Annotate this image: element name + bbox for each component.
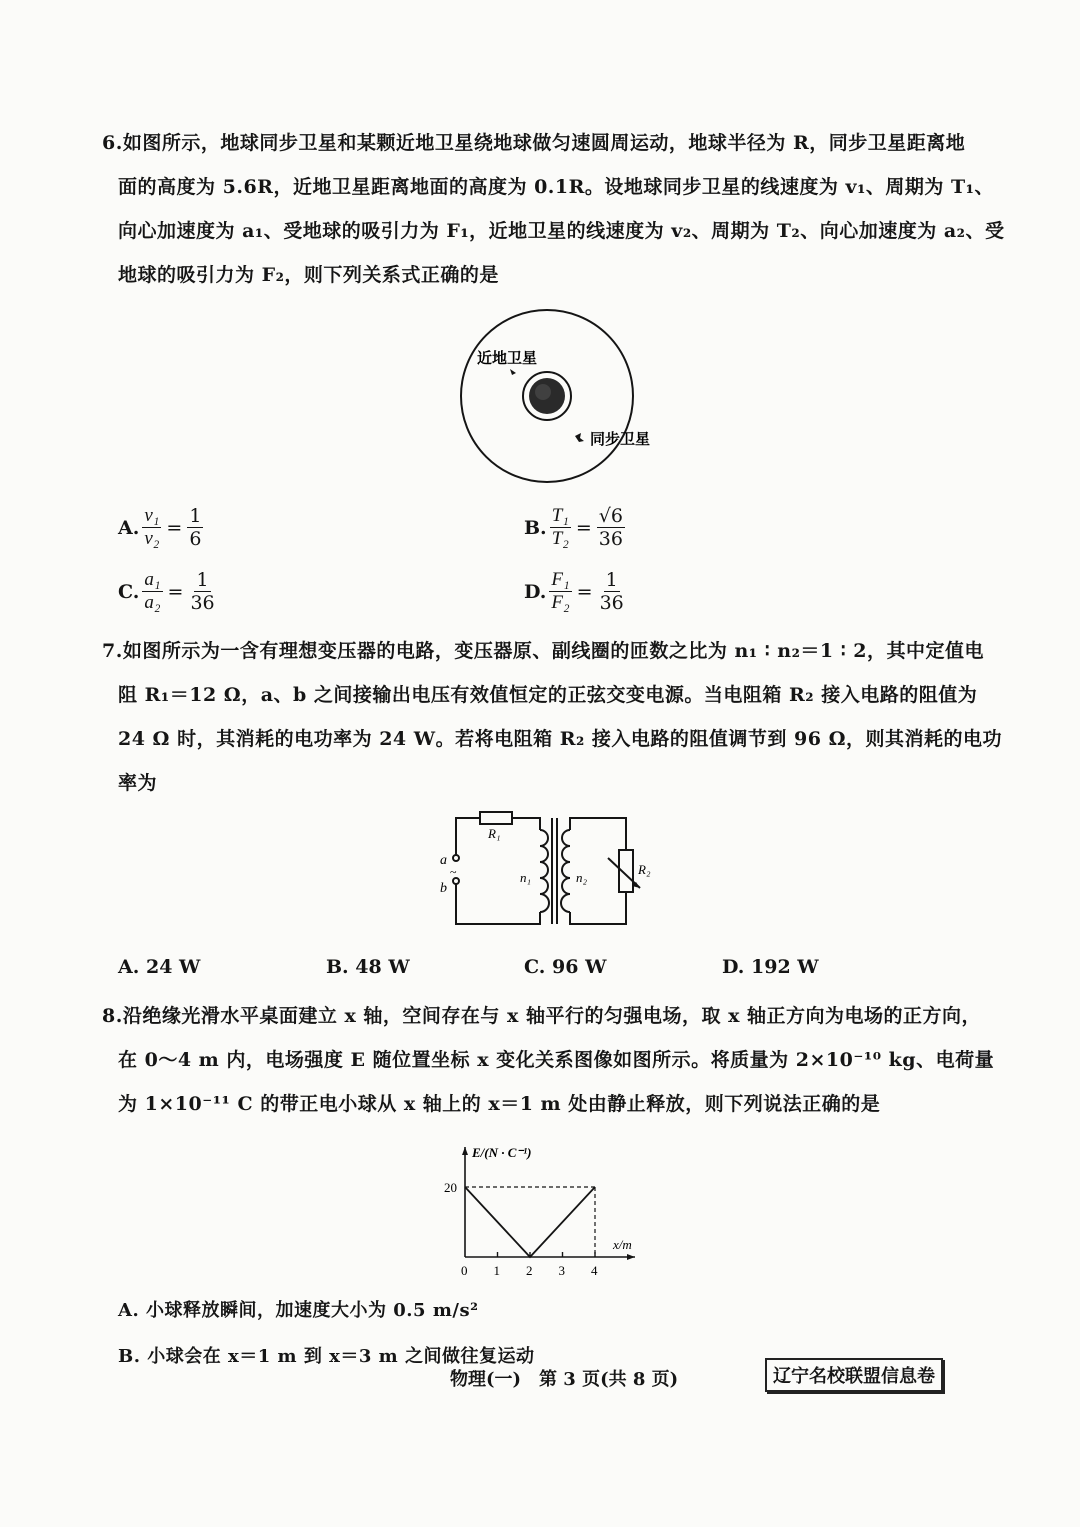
q6-option-b[interactable]: B. $\frac{\text{T₁}}{\text{T₂}}$ = $\frac{√6}{36}$ (524, 505, 623, 550)
page-footer: 物理(一) 第 3 页(共 8 页) (450, 1369, 679, 1390)
secondary-coil (561, 830, 570, 912)
chart-y-axis-label: E/(N · C⁻¹) (472, 1145, 532, 1160)
near-satellite-icon (510, 369, 516, 375)
x-tick-label: 1 (493, 1263, 500, 1275)
q6-line-1: 6.如图所示，地球同步卫星和某颗近地卫星绕地球做匀速圆周运动，地球半径为 R，同步卫星距离地 (102, 132, 966, 154)
label-n1: n₁ (520, 870, 532, 885)
x-tick-label: 0 (461, 1263, 468, 1275)
resistor-r1 (480, 812, 512, 824)
label-a: a (440, 853, 447, 868)
label-n2: n₂ (576, 870, 588, 885)
q8-option-b[interactable]: B. 小球会在 x＝1 m 到 x＝3 m 之间做往复运动 (118, 1346, 535, 1367)
q6-line-2: 面的高度为 5.6R，近地卫星距离地面的高度为 0.1R。设地球同步卫星的线速度为 v₁、周期为 T₁、 (118, 176, 994, 198)
q8-option-a[interactable]: A. 小球释放瞬间，加速度大小为 0.5 m/s² (118, 1300, 479, 1321)
e-x-chart (430, 1135, 660, 1275)
q6-option-a[interactable]: A. $\frac{\text{v₁}}{\text{v₂}}$ = $\frac{1}{6}$ (118, 505, 202, 550)
primary-coil (540, 830, 549, 912)
q7-line-4: 率为 (118, 772, 158, 794)
series-line (465, 1187, 595, 1257)
q7-option-b[interactable]: B. 48 W (326, 956, 410, 978)
q6-option-c[interactable]: C. $\frac{\text{a₁}}{\text{a₂}}$ = $\frac{1}{36}$ (118, 569, 215, 614)
orbit-figure (425, 305, 675, 505)
q8-line-3: 为 1×10⁻¹¹ C 的带正电小球从 x 轴上的 x＝1 m 处由静止释放，则下列说法正确的是 (118, 1093, 881, 1115)
q6-line-3: 向心加速度为 a₁、受地球的吸引力为 F₁，近地卫星的线速度为 v₂、周期为 T₂、向心加速度为 a₂、受 (118, 220, 1005, 242)
q6-option-d[interactable]: D. $\frac{\text{F₁}}{\text{F₂}}$ = $\frac{1}{36}$ (524, 569, 624, 614)
x-tick-label: 3 (558, 1263, 565, 1275)
exam-series-stamp: 辽宁名校联盟信息卷 (765, 1358, 943, 1392)
chart-x-axis-label: x/m (613, 1237, 632, 1252)
q8-line-1: 8.沿绝缘光滑水平桌面建立 x 轴，空间存在与 x 轴平行的匀强电场，取 x 轴正方向为电场的正方向， (102, 1005, 982, 1027)
label-r1: R₁ (488, 826, 501, 841)
transformer-circuit-figure (430, 808, 670, 938)
q7-line-1: 7.如图所示为一含有理想变压器的电路，变压器原、副线圈的匝数之比为 n₁ ∶ n₂＝1 ∶ 2，其中定值电 (102, 640, 985, 662)
q7-option-d[interactable]: D. 192 W (722, 956, 819, 978)
q7-option-c[interactable]: C. 96 W (524, 956, 607, 978)
ac-source-icon: ~ (450, 865, 457, 879)
x-tick-label: 2 (526, 1263, 533, 1275)
y-tick-label: 20 (444, 1180, 457, 1195)
q6-line-4: 地球的吸引力为 F₂，则下列关系式正确的是 (118, 264, 499, 286)
q7-option-a[interactable]: A. 24 W (118, 956, 201, 978)
near-satellite-label: 近地卫星 (477, 351, 538, 367)
x-axis-arrow-icon (627, 1254, 635, 1260)
sync-satellite-icon (575, 433, 584, 442)
x-tick-label: 4 (591, 1263, 598, 1275)
label-b: b (440, 881, 447, 896)
sync-satellite-label: 同步卫星 (590, 432, 651, 448)
q8-line-2: 在 0～4 m 内，电场强度 E 随位置坐标 x 变化关系图像如图所示。将质量为 2×10⁻¹⁰ kg、电荷量 (118, 1049, 995, 1071)
q7-line-3: 24 Ω 时，其消耗的电功率为 24 W。若将电阻箱 R₂ 接入电路的阻值调节到 96 Ω，则其消耗的电功 (118, 728, 1003, 750)
q7-line-2: 阻 R₁＝12 Ω，a、b 之间接输出电压有效值恒定的正弦交变电源。当电阻箱 R₂ 接入电路的阻值为 (118, 684, 978, 706)
label-r2: R₂ (638, 862, 651, 877)
y-axis-arrow-icon (462, 1147, 468, 1155)
